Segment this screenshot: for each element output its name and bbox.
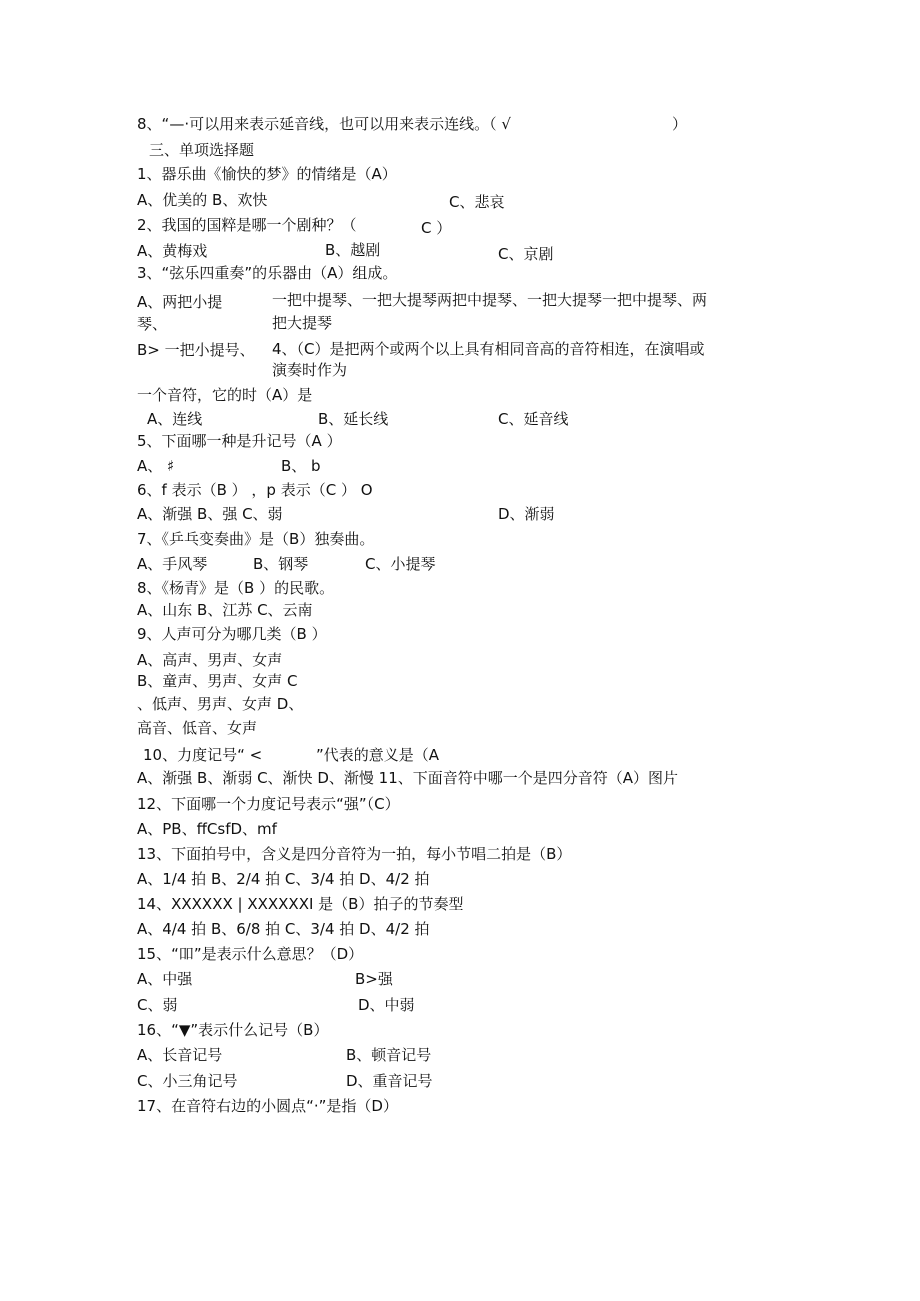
question-12-options: A、PB、ffCsfD、mf <box>137 820 277 838</box>
question-1: 1、器乐曲《愉快的梦》的情绪是（A） <box>137 165 397 183</box>
question-7-option-c: C、小提琴 <box>365 555 436 573</box>
question-15: 15、“吅”是表示什么意思？（D） <box>137 945 364 963</box>
question-4-option-b: B、延长线 <box>318 410 389 428</box>
question-13: 13、下面拍号中，含义是四分音符为一拍，每小节唱二拍是（B） <box>137 845 572 863</box>
question-3-options: 一把中提琴、一把大提琴两把中提琴、一把大提琴一把中提琴、两 <box>272 291 708 309</box>
question-3-option-a-cont: 琴、 <box>137 315 168 333</box>
section-heading: 三、单项选择题 <box>149 141 255 159</box>
question-4-option-a: A、连线 <box>147 410 203 428</box>
question-3-option-a: A、两把小提 <box>137 293 223 311</box>
question-1-option-c: C、悲哀 <box>449 193 505 211</box>
question-15-option-b: B>强 <box>355 970 393 988</box>
question-10-cont: ”代表的意义是（A <box>316 746 440 764</box>
question-2: 2、我国的国粹是哪一个剧种？（ <box>137 216 357 234</box>
question-4-option-c: C、延音线 <box>498 410 569 428</box>
question-2-option-c: C、京剧 <box>498 245 554 263</box>
question-1-options: A、优美的 B、欢快 <box>137 191 268 209</box>
question-6-option-d: D、渐弱 <box>498 505 555 523</box>
question-16-option-d: D、重音记号 <box>346 1072 433 1090</box>
question-16-option-c: C、小三角记号 <box>137 1072 238 1090</box>
question-8: 8、《杨青》是（B ）的民歌。 <box>137 579 335 597</box>
question-3-options-cont: 把大提琴 <box>272 314 333 332</box>
judgement-item-8-paren: ） <box>672 115 688 133</box>
question-4-cont: 演奏时作为 <box>272 361 348 379</box>
question-4: 4、（C）是把两个或两个以上具有相同音高的音符相连，在演唱或 <box>272 340 705 358</box>
question-10-options: A、渐强 B、渐弱 C、渐快 D、渐慢 11、下面音符中哪一个是四分音符（A）图片 <box>137 769 678 787</box>
question-12: 12、下面哪一个力度记号表示“强”（C） <box>137 795 400 813</box>
question-4-cont2: 一个音符，它的时（A）是 <box>137 386 313 404</box>
question-7-option-a: A、手风琴 <box>137 555 208 573</box>
question-5-option-b: B、 b <box>281 457 321 475</box>
question-3: 3、“弦乐四重奏”的乐器由（A）组成。 <box>137 264 398 282</box>
question-14: 14、XXXXXX | XXXXXXI 是（B）拍子的节奏型 <box>137 895 464 913</box>
question-15-option-a: A、中强 <box>137 970 193 988</box>
question-9: 9、人声可分为哪几类（B ） <box>137 625 327 643</box>
question-2-answer: C ） <box>421 219 452 237</box>
question-2-option-a: A、黄梅戏 <box>137 242 208 260</box>
question-6-options: A、渐强 B、强 C、弱 <box>137 505 283 523</box>
question-15-option-c: C、弱 <box>137 996 178 1014</box>
question-9-option-b: B、童声、男声、女声 C <box>137 672 298 690</box>
question-9-option-d: 高音、低音、女声 <box>137 719 258 737</box>
question-2-option-b: B、越剧 <box>325 241 381 259</box>
question-13-options: A、1/4 拍 B、2/4 拍 C、3/4 拍 D、4/2 拍 <box>137 870 430 888</box>
question-7-option-b: B、钢琴 <box>253 555 309 573</box>
question-9-option-a: A、高声、男声、女声 <box>137 651 283 669</box>
question-9-option-c: 、低声、男声、女声 D、 <box>137 695 304 713</box>
question-5-option-a: A、 ♯ <box>137 457 175 475</box>
question-3-option-b: B> 一把小提号、 <box>137 341 255 359</box>
question-6: 6、f 表示（B ） ，p 表示（C ） O <box>137 481 373 499</box>
question-7: 7、《乒乓变奏曲》是（B）独奏曲。 <box>137 530 375 548</box>
question-16-option-b: B、顿音记号 <box>346 1046 432 1064</box>
question-15-option-d: D、中弱 <box>358 996 415 1014</box>
question-17: 17、在音符右边的小圆点“·”是指（D） <box>137 1097 398 1115</box>
question-8-options: A、山东 B、江苏 C、云南 <box>137 601 313 619</box>
question-5: 5、下面哪一种是升记号（A ） <box>137 432 342 450</box>
question-10: 10、力度记号“ < <box>143 746 263 764</box>
judgement-item-8: 8、“—·可以用来表示延音线，也可以用来表示连线。（ √ <box>137 115 511 133</box>
question-14-options: A、4/4 拍 B、6/8 拍 C、3/4 拍 D、4/2 拍 <box>137 920 430 938</box>
question-16: 16、“▼”表示什么记号（B） <box>137 1021 329 1039</box>
question-16-option-a: A、长音记号 <box>137 1046 223 1064</box>
